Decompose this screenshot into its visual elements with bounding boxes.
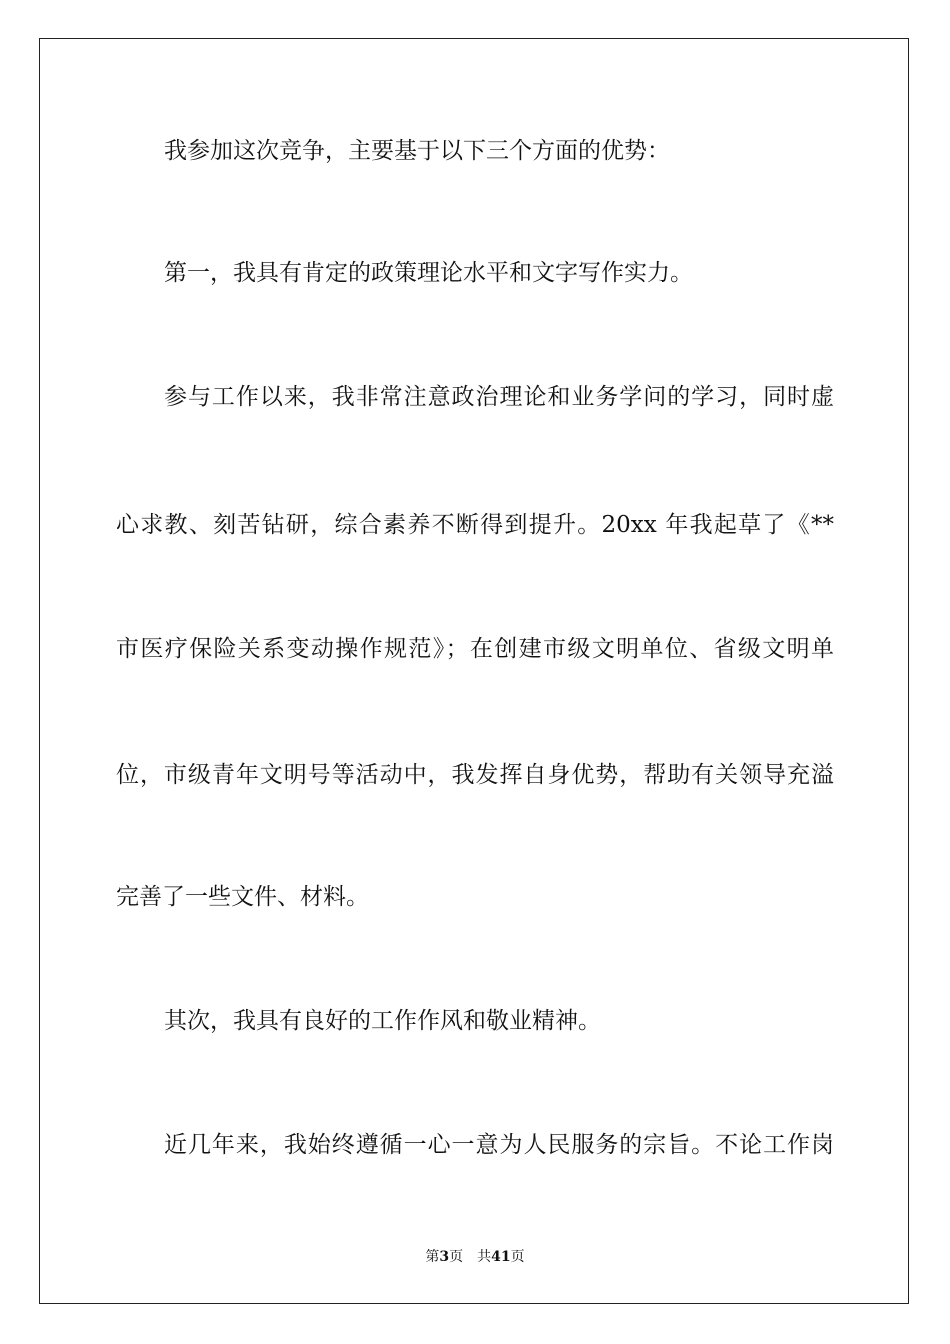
paragraph-line-9: 近几年来，我始终遵循一心一意为人民服务的宗旨。不论工作岗 — [164, 1132, 834, 1158]
paragraph-line-8: 其次，我具有良好的工作作风和敬业精神。 — [164, 1008, 601, 1034]
page-border — [39, 38, 909, 1304]
paragraph-line-6: 位，市级青年文明号等活动中，我发挥自身优势，帮助有关领导充溢 — [116, 762, 834, 788]
total-pages: 41 — [491, 1249, 511, 1265]
paragraph-line-4: 心求教、刻苦钻研，综合素养不断得到提升。20xx 年我起草了《** — [116, 512, 834, 538]
page-number: 3 — [439, 1249, 450, 1265]
page-label-prefix: 第 — [425, 1249, 440, 1265]
page-label-suffix: 页 — [449, 1249, 464, 1265]
paragraph-line-2: 第一，我具有肯定的政策理论水平和文字写作实力。 — [164, 260, 693, 286]
total-label-prefix: 共 — [477, 1249, 492, 1265]
paragraph-line-1: 我参加这次竞争，主要基于以下三个方面的优势： — [164, 138, 670, 164]
paragraph-line-7: 完善了一些文件、材料。 — [116, 884, 369, 910]
paragraph-line-5: 市医疗保险关系变动操作规范》；在创建市级文明单位、省级文明单 — [116, 636, 834, 662]
paragraph-line-3: 参与工作以来，我非常注意政治理论和业务学问的学习，同时虚 — [164, 384, 834, 410]
page-footer — [0, 1248, 950, 1266]
total-label-suffix: 页 — [510, 1249, 525, 1265]
